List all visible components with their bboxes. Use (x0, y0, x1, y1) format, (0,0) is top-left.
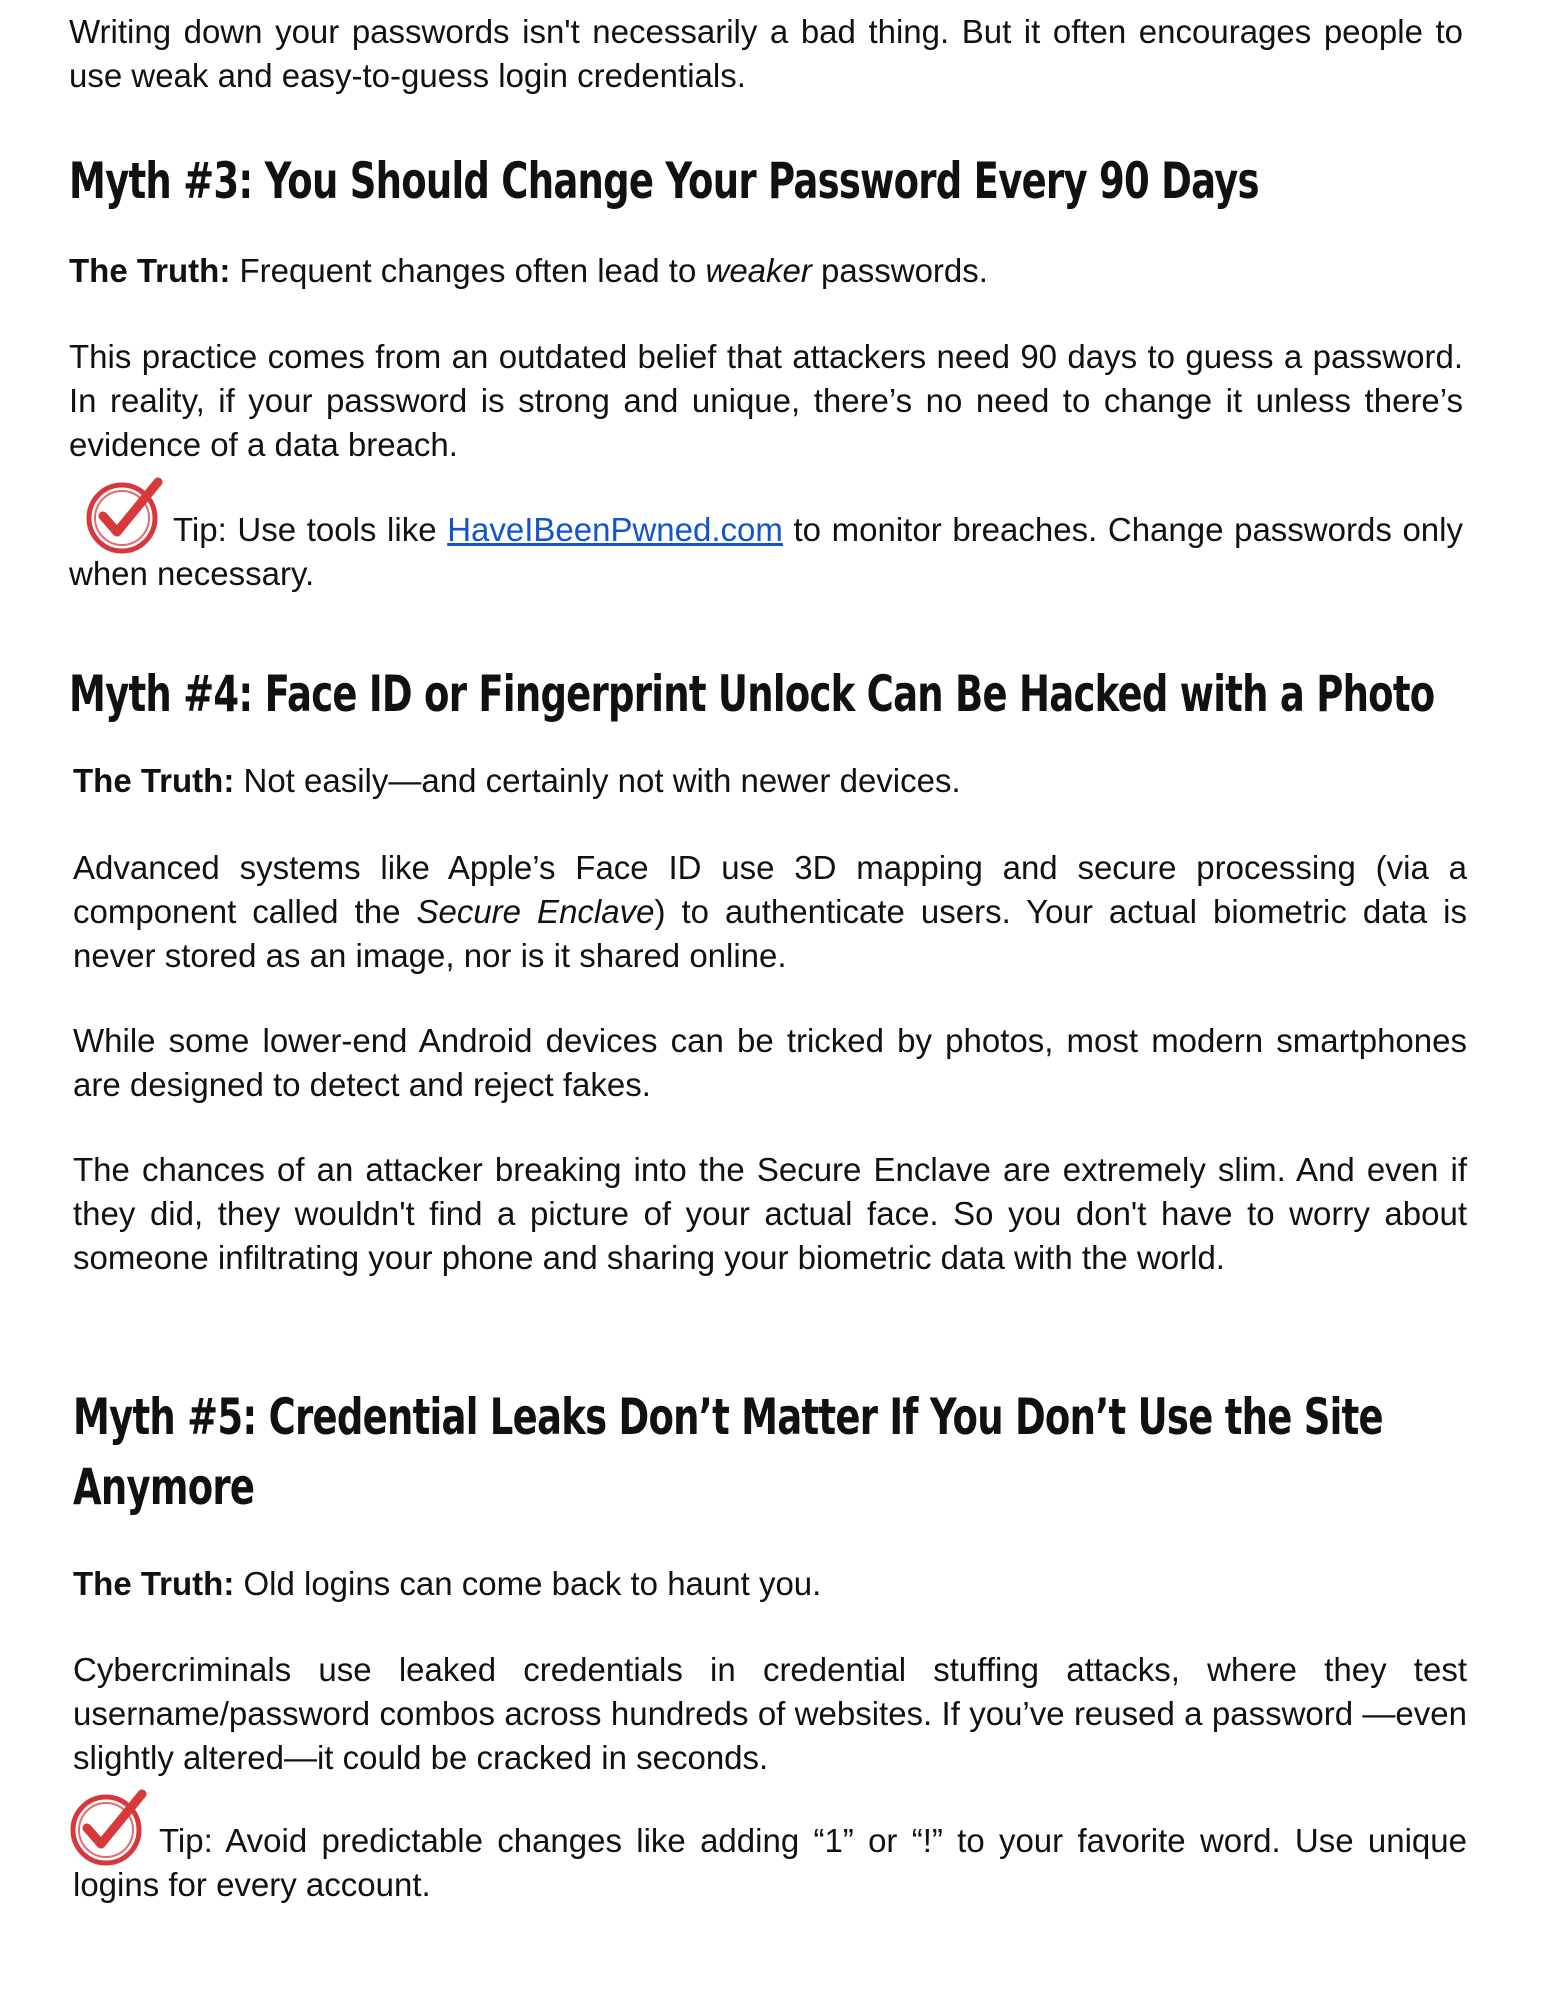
myth3-paragraph: This practice comes from an outdated belief that attackers need 90 days to guess a password. In reality, if your password is strong and unique, there’s no need to change it unless there’s evidence of a data breach. (69, 338, 1463, 463)
myth5-truth (73, 1562, 1467, 1606)
truth-text: Not easily—and certainly not with newer devices. (234, 762, 961, 799)
myth4-paragraph-3: The chances of an attacker breaking into the Secure Enclave are extremely slim. And even if they did, they wouldn't find a picture of your actual face. So you don't have to worry about someone infiltrating your phone and sharing your biometric data with the world. (73, 1151, 1467, 1276)
paragraph-text-end: ) to authenticate users. Your actual biometric data is never stored as an image, nor is it shared online. (73, 893, 1467, 974)
myth4-heading: Myth #4: Face ID or Fingerprint Unlock Can Be Hacked with a Photo (69, 665, 1435, 723)
myth4-truth (73, 759, 1467, 803)
tip-text: Tip: Use tools like (173, 511, 448, 548)
tip-text-end: to monitor breaches. Change passwords only when necessary. (69, 511, 1463, 592)
haveibeenpwned-link[interactable]: HaveIBeenPwned.com (447, 511, 783, 548)
paragraph-text: Advanced systems like Apple’s Face ID use 3D mapping and secure processing (via a component called the (73, 849, 1467, 930)
truth-text: Frequent changes often lead to (230, 252, 706, 289)
myth4-paragraph-2: While some lower-end Android devices can be tricked by photos, most modern smartphones are designed to detect and reject fakes. (73, 1022, 1467, 1103)
truth-emphasis: weaker (705, 252, 812, 289)
truth-text-end: passwords. (811, 252, 988, 289)
myth3-truth (69, 249, 1463, 293)
truth-label: The Truth: (73, 1565, 235, 1602)
truth-label: The Truth: (69, 252, 231, 289)
myth3-tip (69, 508, 1463, 596)
myth4-paragraph-1 (73, 846, 1467, 978)
truth-text: Old logins can come back to haunt you. (234, 1565, 822, 1602)
intro-paragraph: Writing down your passwords isn't necessarily a bad thing. But it often encourages people to use weak and easy-to-guess login credentials. (69, 13, 1463, 94)
myth5-tip: Tip: Avoid predictable changes like adding “1” or “!” to your favorite word. Use unique logins for every account. (73, 1822, 1467, 1903)
myth5-paragraph: Cybercriminals use leaked credentials in credential stuffing attacks, where they test username/password combos across hundreds of websites. If you’ve reused a password —even slightly altered—it could be cracked in seconds. (73, 1651, 1467, 1776)
myth5-heading-line2: Anymore (73, 1458, 255, 1516)
myth5-heading-line1: Myth #5: Credential Leaks Don’t Matter If You Don’t Use the Site (73, 1388, 1383, 1446)
myth3-heading: Myth #3: You Should Change Your Password Every 90 Days (69, 152, 1259, 210)
secure-enclave-emphasis: Secure Enclave (416, 893, 655, 930)
truth-label: The Truth: (73, 762, 235, 799)
